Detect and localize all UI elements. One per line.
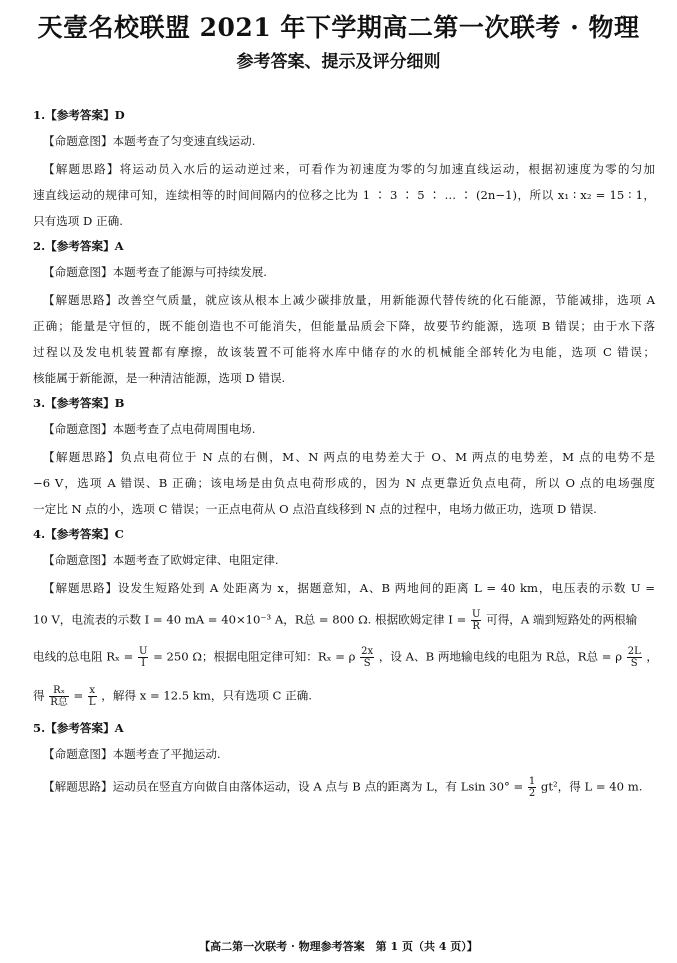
denominator: I: [141, 658, 146, 669]
q2-analysis-line: 正确；能量是守恒的，既不能创造也不可能消失，但能量品质会下降，故要节约能源，选项 B 错误；由于水下落: [33, 319, 655, 333]
q3-analysis-line: −6 V，选项 A 错误、B 正确；该电场是由负点电荷形成的，因为 N 点更靠近负点电荷，所以 O 点的电场强度: [33, 476, 655, 490]
q3-intent: 【命题意图】本题考查了点电荷周围电场.: [43, 422, 256, 436]
q1-answer: 1.【参考答案】D: [33, 108, 125, 122]
q2-intent: 【命题意图】本题考查了能源与可持续发展.: [43, 265, 267, 279]
q2-analysis-line: 过程以及发电机装置都有摩擦，故该装置不可能将水库中储存的水的机械能全部转化为电能，选项 C 错误；: [33, 345, 655, 359]
page-footer: 【高二第一次联考 · 物理参考答案 第 1 页（共 4 页）】: [199, 940, 478, 953]
q4-text: 可得，A 端到短路处的两根输: [486, 612, 638, 627]
numerator: U: [138, 646, 148, 657]
q1-intent: 【命题意图】本题考查了匀变速直线运动.: [43, 134, 256, 148]
numerator: 1: [528, 776, 536, 787]
q4-text: 电线的总电阻 Rₓ =: [33, 649, 134, 664]
q3-answer: 3.【参考答案】B: [33, 396, 125, 410]
q1-analysis-line: 只有选项 D 正确.: [33, 214, 123, 228]
q5-text: 【解题思路】运动员在竖直方向做自由落体运动，设 A 点与 B 点的距离为 L，有 Lsin 30° =: [43, 779, 524, 794]
q4-analysis-line: [33, 609, 655, 632]
denominator: R总: [50, 697, 68, 708]
formula-fraction: [360, 646, 374, 669]
q4-intent: 【命题意图】本题考查了欧姆定律、电阻定律.: [43, 553, 279, 567]
page-title: 天壹名校联盟 2021 年下学期高二第一次联考 · 物理: [37, 13, 640, 42]
answer-content: [33, 100, 659, 799]
formula-fraction: [471, 609, 481, 632]
formula-fraction: [49, 685, 69, 708]
q2-answer: 2.【参考答案】A: [33, 239, 124, 253]
q5-text: gt²，得 L = 40 m.: [540, 779, 643, 794]
q4-text: ，设 A、B 两地输电线的电阻为 R总，R总 = ρ: [378, 649, 623, 664]
q4-text: ，解得 x = 12.5 km，只有选项 C 正确.: [101, 688, 312, 703]
numerator: Rₓ: [49, 685, 69, 697]
formula-fraction: [138, 646, 148, 669]
q4-text: = 250 Ω；根据电阻定律可知：Rₓ = ρ: [153, 649, 356, 664]
q1-analysis-line: 速直线运动的规律可知，连续相等的时间间隔内的位移之比为 1 ∶ 3 ∶ 5 ∶ … ∶ (2n−1)，所以 x₁ ∶ x₂ = 15 ∶ 1，: [33, 188, 655, 202]
numerator: U: [471, 609, 481, 620]
denominator: S: [630, 658, 638, 669]
denominator: 2: [528, 788, 536, 799]
formula-fraction: [528, 776, 536, 799]
formula-fraction: [88, 685, 97, 708]
numerator: 2L: [627, 646, 641, 657]
denominator: L: [88, 697, 96, 708]
q4-analysis-line: 【解题思路】设发生短路处到 A 处距离为 x，据题意知，A、B 两地间的距离 L = 40 km，电压表的示数 U =: [43, 581, 655, 595]
q1-analysis-line: 【解题思路】将运动员入水后的运动逆过来，可看作为初速度为零的匀加速直线运动，根据初速度为零的匀加: [43, 162, 655, 176]
q4-text: 得: [33, 688, 45, 703]
q3-analysis-line: 【解题思路】负点电荷位于 N 点的右侧，M、N 两点的电势差大于 O、M 两点的电势差，M 点的电势不是: [43, 450, 655, 464]
q2-analysis-line: 核能属于新能源，是一种清洁能源，选项 D 错误.: [33, 371, 286, 385]
q2-analysis-line: 【解题思路】改善空气质量，就应该从根本上减少碳排放量，用新能源代替传统的化石能源，节能减排，选项 A: [43, 293, 655, 307]
q4-analysis-line: [33, 685, 655, 708]
q4-analysis-line: [33, 646, 659, 669]
denominator: R: [472, 621, 480, 632]
q5-intent: 【命题意图】本题考查了平抛运动.: [43, 747, 221, 761]
q4-answer: 4.【参考答案】C: [33, 527, 124, 541]
q5-answer: 5.【参考答案】A: [33, 721, 124, 735]
denominator: S: [363, 658, 371, 669]
numerator: x: [89, 685, 96, 696]
numerator: 2x: [361, 646, 374, 657]
q4-text: =: [73, 688, 84, 703]
q4-text: 10 V，电流表的示数 I = 40 mA = 40×10⁻³ A，R总 = 800 Ω. 根据欧姆定律 I =: [33, 612, 467, 627]
formula-fraction: [627, 646, 642, 669]
page-subtitle: 参考答案、提示及评分细则: [236, 52, 441, 72]
q3-analysis-line: 一定比 N 点的小，选项 C 错误；一正点电荷从 O 点沿直线移到 N 点的过程中，电场力做正功，选项 D 错误.: [33, 502, 597, 516]
q4-text: ，: [646, 649, 659, 664]
q5-analysis-line: [33, 776, 655, 799]
